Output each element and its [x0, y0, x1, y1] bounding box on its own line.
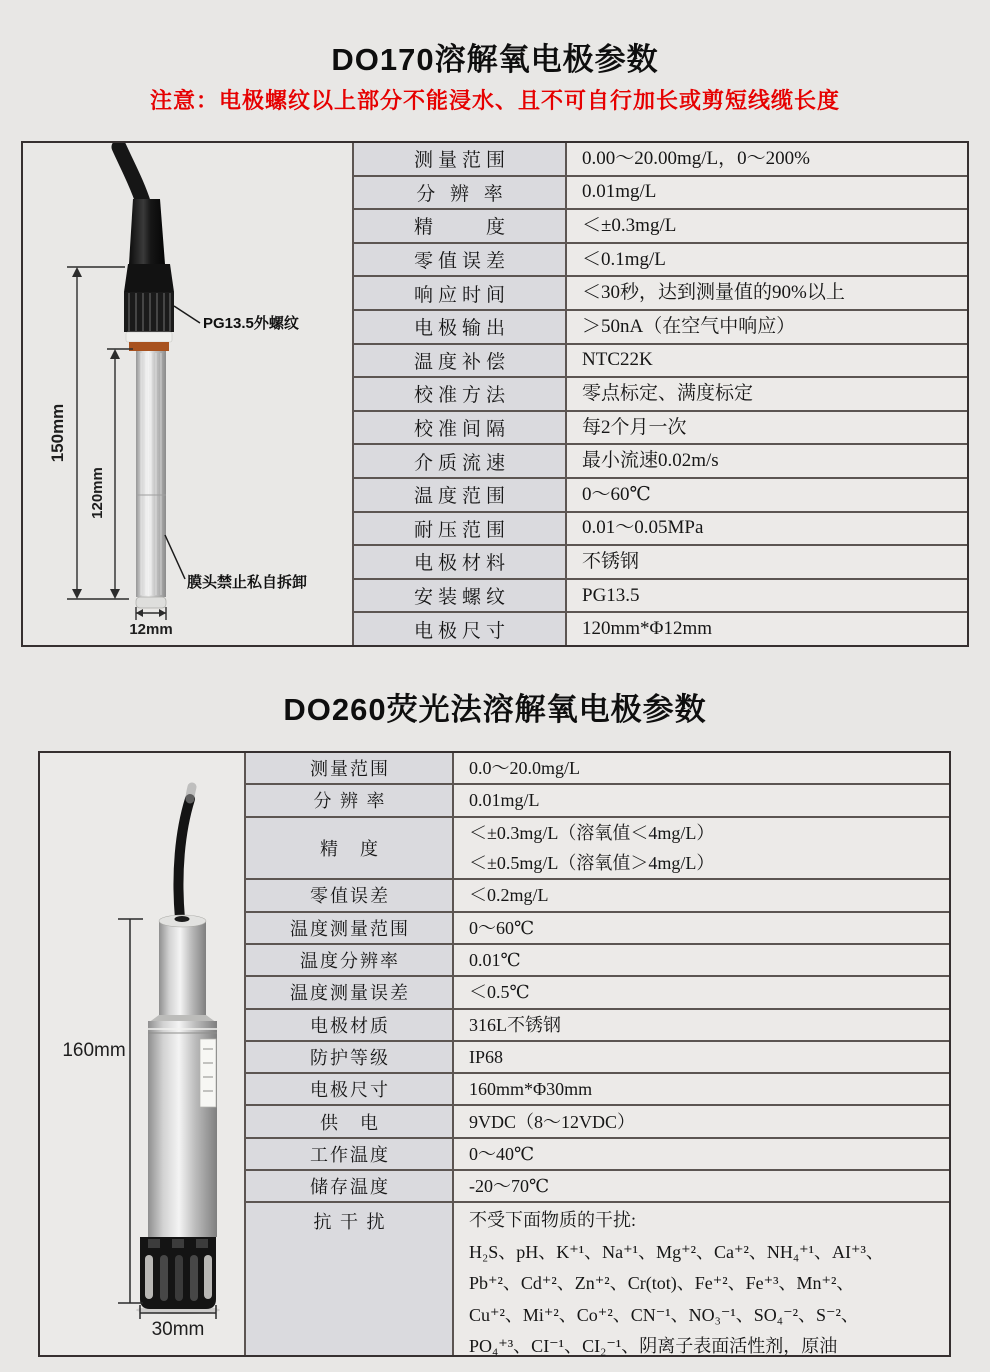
do170-spec-box: [21, 141, 969, 647]
spec-row: [354, 208, 967, 242]
spec-row: [246, 783, 949, 815]
spec-value-line: 零点标定、满度标定: [582, 382, 754, 404]
spec-label: 耐压范围: [354, 513, 567, 545]
spec-value-line: 0～60℃: [469, 917, 535, 938]
spec-row: [354, 611, 967, 645]
spec-value: [454, 753, 949, 783]
spec-value-line: 120mm*Φ12mm: [582, 618, 713, 640]
spec-row: [354, 343, 967, 377]
spec-label: 零值误差: [354, 244, 567, 276]
membrane-tip: [136, 597, 166, 608]
spec-label: 测量范围: [246, 753, 454, 783]
spec-value: [567, 244, 967, 276]
cable: [119, 147, 144, 205]
spec-row: [246, 1169, 949, 1201]
spec-label: 电极输出: [354, 311, 567, 343]
spec-label: 校准方法: [354, 378, 567, 410]
spec-row: [354, 410, 967, 444]
spec-value-line: ＜±0.3mg/L（溶氧值＜4mg/L）: [469, 822, 715, 843]
dim-150-label: 150mm: [48, 403, 67, 463]
spec-label: 温度范围: [354, 479, 567, 511]
spec-value-line: 每2个月一次: [582, 416, 687, 438]
spec-value: [454, 1042, 949, 1072]
spec-value: [454, 1074, 949, 1104]
spec-value-line: 不锈钢: [582, 550, 640, 572]
callout-membrane-line: [165, 535, 185, 579]
cable: [178, 799, 190, 919]
spec-value: [454, 1010, 949, 1040]
spec-value-line: 0.01～0.05MPa: [582, 517, 704, 539]
spec-label: 储存温度: [246, 1171, 454, 1201]
spec-value-line: 0.00～20.00mg/L，0～200%: [582, 147, 810, 169]
spec-value-line: 0～40℃: [469, 1143, 535, 1164]
section2-title: DO260荧光法溶解氧电极参数: [283, 692, 707, 727]
do170-product-image: [23, 143, 354, 645]
orange-ring: [129, 342, 169, 351]
spec-row: [246, 753, 949, 783]
spec-row: [246, 878, 949, 910]
spec-label: 响应时间: [354, 277, 567, 309]
spec-value-line: 0.01℃: [469, 950, 521, 971]
spec-value-line: ＜±0.3mg/L: [582, 214, 677, 236]
spec-row: [354, 578, 967, 612]
spec-label: 零值误差: [246, 880, 454, 910]
spec-row: [246, 1137, 949, 1169]
dim-160: [118, 919, 143, 1303]
spec-value: [567, 513, 967, 545]
spec-value: [567, 177, 967, 209]
spec-value: [454, 1171, 949, 1201]
spec-value-line: IP68: [469, 1046, 504, 1067]
spec-row: [246, 816, 949, 879]
spec-row: [354, 275, 967, 309]
spec-row: [354, 175, 967, 209]
spec-label: 抗 干 扰: [246, 1203, 454, 1355]
spec-row: [354, 511, 967, 545]
spec-value-line: 0.0～20.0mg/L: [469, 758, 580, 779]
spec-value: [454, 913, 949, 943]
spec-value-line: ＜0.2mg/L: [469, 885, 549, 906]
spec-label: 防护等级: [246, 1042, 454, 1072]
spec-value: [567, 210, 967, 242]
spec-label: 温度补偿: [354, 345, 567, 377]
spec-value: [567, 143, 967, 175]
spec-value-line: 最小流速0.02m/s: [582, 450, 719, 472]
spec-row: [354, 443, 967, 477]
spec-label: 测量范围: [354, 143, 567, 175]
do170-electrode-diagram: [23, 143, 350, 645]
spec-label: 校准间隔: [354, 412, 567, 444]
spec-value: [454, 977, 949, 1007]
spec-label: 温度测量误差: [246, 977, 454, 1007]
spec-value: [567, 345, 967, 377]
spec-value-line: 9VDC（8～12VDC）: [469, 1111, 636, 1132]
callout-membrane-label: 膜头禁止私自拆卸: [187, 574, 308, 591]
spec-label: 介质流速: [354, 445, 567, 477]
spec-row: [354, 477, 967, 511]
spec-row: [354, 309, 967, 343]
spec-value: [567, 378, 967, 410]
spec-value: [454, 1203, 949, 1355]
dim-12-label: 12mm: [129, 621, 173, 638]
spec-row: [354, 143, 967, 175]
spec-row: [354, 376, 967, 410]
spec-value: [567, 479, 967, 511]
spec-value-line: PO₄⁺³、CI⁻¹、CI₂⁻¹、阴离子表面活性剂，原油: [469, 1336, 838, 1356]
spec-value-line: ＜0.5℃: [469, 982, 530, 1003]
spec-value-line: 不受下面物质的干扰:: [469, 1210, 637, 1231]
spec-label: 安装螺纹: [354, 580, 567, 612]
do260-product-image: [40, 753, 246, 1355]
spec-value: [454, 785, 949, 815]
spec-row: [354, 242, 967, 276]
spec-value-line: PG13.5: [582, 584, 640, 606]
probe-neck: [159, 921, 206, 1015]
spec-row: [354, 544, 967, 578]
callout-thread-label: PG13.5外螺纹: [203, 315, 299, 332]
spec-value: [567, 445, 967, 477]
spec-label: 精 度: [354, 210, 567, 242]
spec-label: 温度分辨率: [246, 945, 454, 975]
dim-150: [67, 267, 129, 599]
callout-thread-line: [174, 306, 200, 323]
spec-value-line: 0.01mg/L: [582, 181, 657, 203]
spec-value: [454, 1139, 949, 1169]
spec-label: 电极材料: [354, 546, 567, 578]
spec-label: 工作温度: [246, 1139, 454, 1169]
dim-120: [107, 349, 133, 597]
dim-160-label: 160mm: [62, 1040, 126, 1061]
spec-value-line: 0.01mg/L: [469, 790, 540, 811]
warning-note: 注意：电极螺纹以上部分不能浸水、且不可自行加长或剪短线缆长度: [149, 88, 840, 113]
spec-label: 分 辨 率: [354, 177, 567, 209]
do260-electrode-diagram: [40, 753, 242, 1355]
spec-value-line: ＜±0.5mg/L（溶氧值＞4mg/L）: [469, 852, 715, 873]
spec-label: 供 电: [246, 1106, 454, 1136]
spec-label: 温度测量范围: [246, 913, 454, 943]
white-ring: [126, 332, 172, 342]
spec-row: [246, 1008, 949, 1040]
spec-value-line: NTC22K: [582, 349, 653, 371]
spec-value: [567, 412, 967, 444]
spec-value-line: ＜30秒，达到测量值的90%以上: [582, 282, 845, 304]
dim-120-label: 120mm: [89, 467, 106, 519]
spec-row: [246, 1040, 949, 1072]
spec-row: [246, 943, 949, 975]
spec-row: [246, 1072, 949, 1104]
spec-value: [567, 277, 967, 309]
spec-row: [246, 1201, 949, 1355]
spec-value: [567, 546, 967, 578]
spec-value-line: H₂S、pH、K⁺¹、Na⁺¹、Mg⁺²、Ca⁺²、NH₄⁺¹、AI⁺³、: [469, 1241, 884, 1262]
spec-label: 精 度: [246, 818, 454, 879]
connector-cap: [124, 264, 174, 292]
spec-label: 电极材质: [246, 1010, 454, 1040]
section1-title: DO170溶解氧电极参数: [331, 42, 659, 77]
spec-value-line: 0～60℃: [582, 483, 651, 505]
spec-label: 电极尺寸: [246, 1074, 454, 1104]
spec-value-line: Cu⁺²、Mi⁺²、Co⁺²、CN⁻¹、NO₃⁻¹、SO₄⁻²、S⁻²、: [469, 1304, 859, 1325]
spec-row: [246, 911, 949, 943]
spec-value-line: -20～70℃: [469, 1176, 550, 1197]
spec-label: 分 辨 率: [246, 785, 454, 815]
spec-value: [567, 613, 967, 645]
spec-value-line: Pb⁺²、Cd⁺²、Zn⁺²、Cr(tot)、Fe⁺²、Fe⁺³、Mn⁺²、: [469, 1273, 855, 1294]
spec-value: [454, 945, 949, 975]
dim-30-label: 30mm: [151, 1319, 205, 1340]
spec-value-line: 160mm*Φ30mm: [469, 1079, 593, 1100]
do170-spec-table: [354, 143, 967, 645]
strain-relief: [129, 199, 165, 264]
spec-value: [567, 580, 967, 612]
do260-spec-box: [38, 751, 951, 1357]
spec-value-line: 316L不锈钢: [469, 1014, 561, 1035]
spec-row: [246, 975, 949, 1007]
do260-spec-table: [246, 753, 949, 1355]
spec-value: [567, 311, 967, 343]
spec-value-line: ＞50nA（在空气中响应）: [582, 315, 796, 337]
spec-value-line: ＜0.1mg/L: [582, 248, 666, 270]
spec-value: [454, 880, 949, 910]
spec-value: [454, 1106, 949, 1136]
spec-value: [454, 818, 949, 879]
spec-row: [246, 1104, 949, 1136]
spec-label: 电极尺寸: [354, 613, 567, 645]
